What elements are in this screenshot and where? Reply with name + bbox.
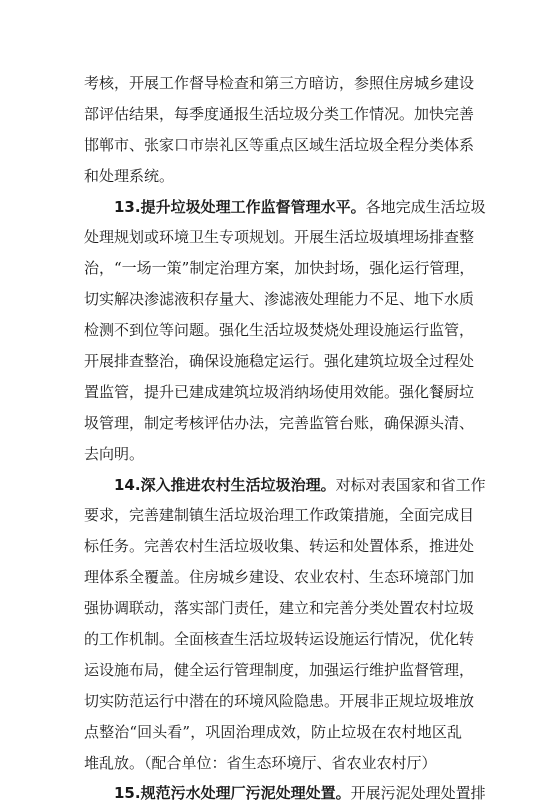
text-line: 强协调联动，落实部门责任，建立和完善分类处置农村垃圾 [84, 599, 475, 618]
section-15-heading: 15.规范污水处理厂污泥处理处置。 [114, 784, 351, 803]
section-15-first-line [84, 778, 486, 809]
text-line: 的工作机制。全面核查生活垃圾转运设施运行情况，优化转 [84, 630, 475, 649]
text-line: 部评估结果，每季度通报生活垃圾分类工作情况。加快完善 [84, 104, 475, 123]
text-line: 邯郸市、张家口市崇礼区等重点区域生活垃圾全程分类体系 [84, 135, 475, 154]
section-13-heading: 13.提升垃圾处理工作监督管理水平。 [114, 197, 366, 216]
text-line: 开展排查整治，确保设施稳定运行。强化建筑垃圾全过程处 [84, 352, 475, 371]
text-line: 去向明。 [84, 444, 145, 463]
document-body [84, 68, 486, 809]
text-line: 标任务。完善农村生活垃圾收集、转运和处置体系，推进处 [84, 537, 475, 556]
text-line: 考核，开展工作督导检查和第三方暗访，参照住房城乡建设 [84, 74, 475, 92]
text-line: 点整治“回头看”，巩固治理成效，防止垃圾在农村地区乱 [84, 722, 462, 741]
text-line: 堆乱放。（配合单位：省生态环境厅、省农业农村厅） [84, 753, 437, 772]
text-line: 理体系全覆盖。住房城乡建设、农业农村、生态环境部门加 [84, 568, 475, 587]
text-line: 检测不到位等问题。强化生活垃圾焚烧处理设施运行监管， [84, 321, 475, 340]
section-14-heading: 14.深入推进农村生活垃圾治理。 [114, 475, 336, 494]
text-line: 和处理系统。 [84, 166, 175, 185]
section-13-first-line [84, 192, 486, 223]
section-13-text: 各地完成生活垃圾 [365, 197, 486, 216]
text-line: 切实解决渗滤液积存量大、渗滤液处理能力不足、地下水质 [84, 290, 475, 309]
text-line: 治，“一场一策”制定治理方案，加快封场，强化运行管理， [84, 259, 475, 278]
text-line: 处理规划或环境卫生专项规划。开展生活垃圾填埋场排查整 [84, 228, 475, 247]
section-15-text: 开展污泥处理处置排 [350, 784, 486, 803]
text-line: 要求，完善建制镇生活垃圾治理工作政策措施，全面完成目 [84, 506, 475, 525]
text-line: 圾管理，制定考核评估办法，完善监管台账，确保源头清、 [84, 413, 475, 432]
section-14-text: 对标对表国家和省工作 [335, 475, 486, 494]
text-line: 运设施布局，健全运行管理制度，加强运行维护监督管理， [84, 660, 475, 679]
text-line: 切实防范运行中潜在的环境风险隐患。开展非正规垃圾堆放 [84, 691, 475, 710]
text-line: 置监管，提升已建成建筑垃圾消纳场使用效能。强化餐厨垃 [84, 382, 475, 401]
section-14-first-line [84, 470, 486, 501]
